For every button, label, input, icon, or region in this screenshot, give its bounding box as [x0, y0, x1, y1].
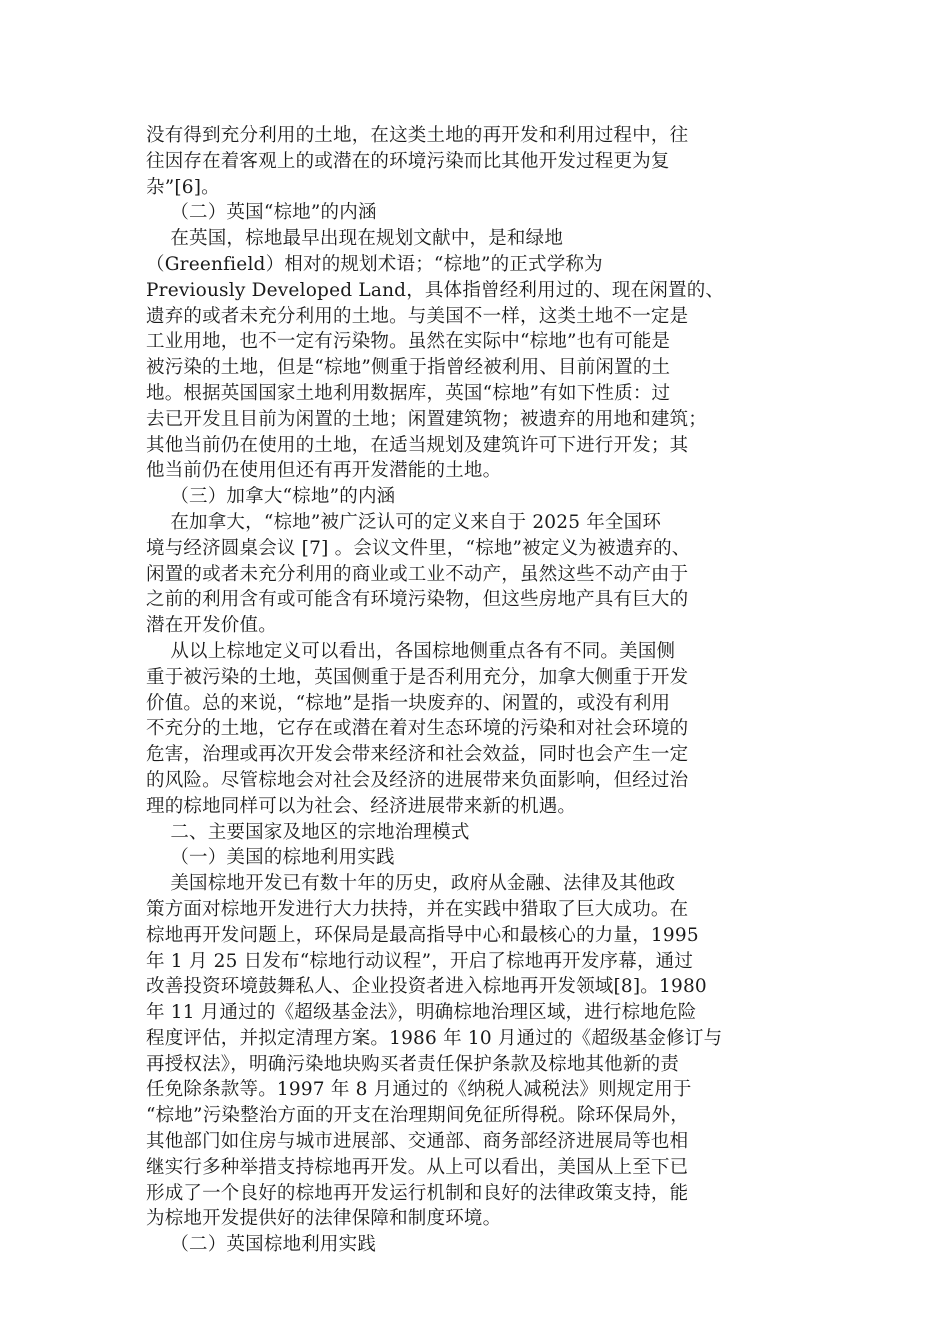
- text-line: 往因存在着客观上的或潜在的环境污染而比其他开发过程更为复: [146, 150, 670, 172]
- text-line: 年 1 月 25 日发布“棕地行动议程”，开启了棕地再开发序幕，通过: [146, 950, 694, 972]
- text-line: 潜在开发价值。: [146, 615, 277, 637]
- text-line: 境与经济圆桌会议 [7] 。会议文件里，“棕地”被定义为被遗弃的、: [146, 537, 691, 559]
- text-line: 再授权法》，明确污染地块购买者责任保护条款及棕地其他新的责: [146, 1053, 680, 1075]
- text-line: 重于被污染的土地，英国侧重于是否利用充分，加拿大侧重于开发: [146, 666, 689, 688]
- text-line: 程度评估，并拟定清理方案。1986 年 10 月通过的《超级基金修订与: [146, 1027, 723, 1049]
- text-line: 其他当前仍在使用的土地，在适当规划及建筑许可下进行开发；其: [146, 434, 689, 456]
- text-line: 棕地再开发问题上，环保局是最高指导中心和最核心的力量，1995: [146, 924, 699, 946]
- text-line: 继实行多种举措支持棕地再开发。从上可以看出，美国从上至下已: [146, 1156, 689, 1178]
- text-line: 去已开发且目前为闲置的土地；闲置建筑物；被遗弃的用地和建筑；: [146, 408, 708, 430]
- text-line: 闲置的或者未充分利用的商业或工业不动产，虽然这些不动产由于: [146, 563, 689, 585]
- text-line: 为棕地开发提供好的法律保障和制度环境。: [146, 1208, 502, 1230]
- text-line: 不充分的土地，它存在或潜在着对生态环境的污染和对社会环境的: [146, 718, 689, 740]
- text-line: 杂”[6]。: [146, 176, 220, 198]
- text-line: 形成了一个良好的棕地再开发运行机制和良好的法律政策支持，能: [146, 1182, 689, 1204]
- section-heading: （一）美国的棕地利用实践: [146, 847, 395, 869]
- text-line: 其他部门如住房与城市进展部、交通部、商务部经济进展局等也相: [146, 1131, 689, 1153]
- text-line: 地。根据英国国家土地利用数据库，英国“棕地”有如下性质：过: [146, 382, 671, 404]
- text-line: 在英国，棕地最早出现在规划文献中，是和绿地: [146, 228, 564, 250]
- section-heading: （二）英国棕地利用实践: [146, 1234, 377, 1256]
- text-line: 之前的利用含有或可能含有环境污染物，但这些房地产具有巨大的: [146, 589, 689, 611]
- text-line: 工业用地，也不一定有污染物。虽然在实际中“棕地”也有可能是: [146, 331, 671, 353]
- text-line: 改善投资环境鼓舞私人、企业投资者进入棕地再开发领域[8]。1980: [146, 976, 707, 998]
- text-line: 美国棕地开发已有数十年的历史，政府从金融、法律及其他政: [146, 873, 676, 895]
- text-line: 的风险。尽管棕地会对社会及经济的进展带来负面影响，但经过治: [146, 769, 689, 791]
- text-line: 年 11 月通过的《超级基金法》，明确棕地治理区域，进行棕地危险: [146, 1002, 697, 1024]
- document-body: [146, 123, 836, 1258]
- text-line: 被污染的土地，但是“棕地”侧重于指曾经被利用、目前闲置的土: [146, 357, 671, 379]
- text-line: 在加拿大，“棕地”被广泛认可的定义来自于 2025 年全国环: [146, 511, 662, 533]
- text-line: 策方面对棕地开发进行大力扶持，并在实践中猎取了巨大成功。在: [146, 898, 689, 920]
- text-line: 从以上棕地定义可以看出，各国棕地侧重点各有不同。美国侧: [146, 640, 676, 662]
- text-line: 价值。总的来说，“棕地”是指一块废弃的、闲置的，或没有利用: [146, 692, 671, 714]
- section-heading: 二、主要国家及地区的宗地治理模式: [146, 821, 470, 843]
- section-heading: （三）加拿大“棕地”的内涵: [146, 486, 396, 508]
- section-heading: （二）英国“棕地”的内涵: [146, 202, 377, 224]
- text-line: Previously Developed Land，具体指曾经利用过的、现在闲置的、: [146, 279, 725, 301]
- text-line: 理的棕地同样可以为社会、经济进展带来新的机遇。: [146, 795, 577, 817]
- text-line: 没有得到充分利用的土地，在这类土地的再开发和利用过程中，往: [146, 125, 689, 146]
- text-line: （Greenfield）相对的规划术语；“棕地”的正式学称为: [146, 253, 603, 275]
- text-line: 危害，治理或再次开发会带来经济和社会效益，同时也会产生一定: [146, 744, 689, 766]
- text-line: 遗弃的或者未充分利用的土地。与美国不一样，这类土地不一定是: [146, 305, 689, 327]
- text-line: 他当前仍在使用但还有再开发潜能的土地。: [146, 460, 502, 482]
- text-line: “棕地”污染整治方面的开支在治理期间免征所得税。除环保局外，: [146, 1105, 689, 1127]
- text-line: 任免除条款等。1997 年 8 月通过的《纳税人减税法》则规定用于: [146, 1079, 692, 1101]
